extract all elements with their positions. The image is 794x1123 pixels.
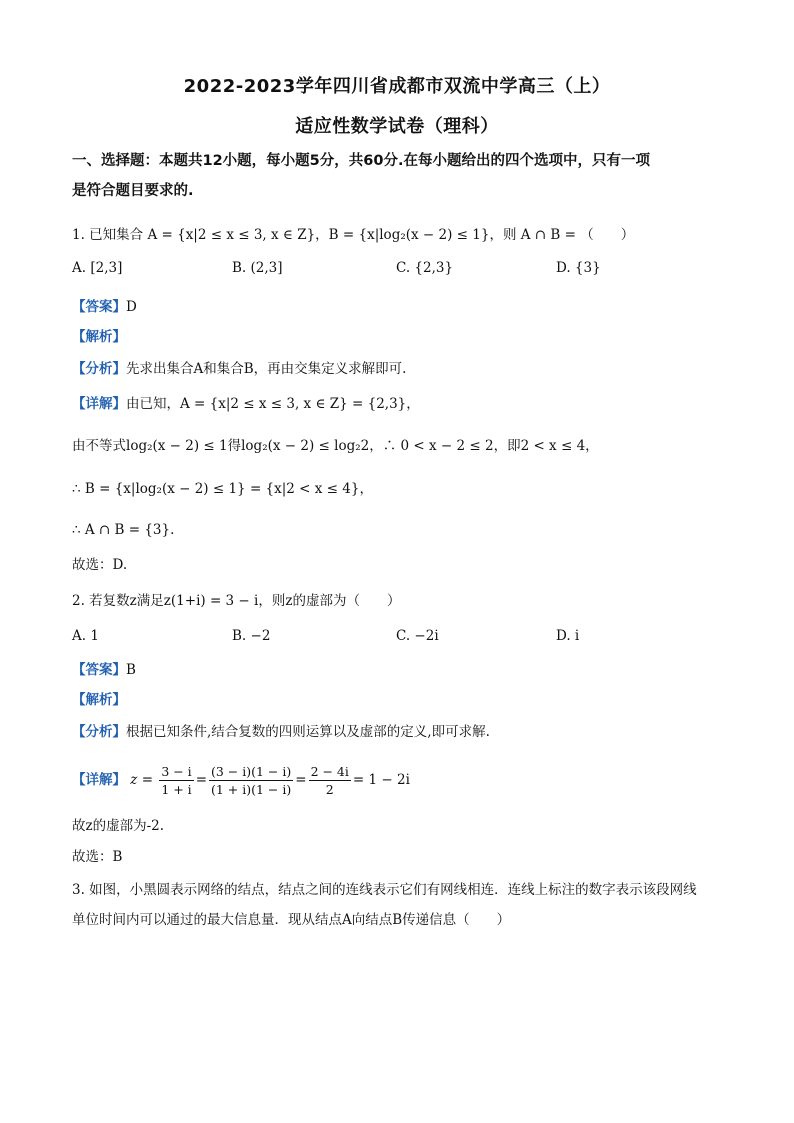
document-title-line1: 2022-2023学年四川省成都市双流中学高三（上）: [183, 76, 611, 97]
q2-fraction-3-numerator: 2 − 4i: [310, 764, 349, 779]
q2-answer: [72, 661, 734, 679]
q1-option-b: B. (2,3]: [232, 260, 283, 276]
q2-fraction-2: [209, 763, 293, 798]
q2-conclusion: 故z的虚部为-2.: [72, 818, 165, 834]
q2-fenxi-text: 根据已知条件,结合复数的四则运算以及虚部的定义,即可求解.: [126, 724, 490, 740]
q1-detail-4: ∴ A ∩ B = {3}.: [72, 522, 175, 538]
q2-fenxi-tag: 【分析】: [72, 724, 126, 740]
q2-fraction-1-denominator: 1 + i: [161, 782, 192, 797]
q2-detail: 【详解】 z = $\frac{3 - i}{1 + i}$ = $\frac{(3 - i)(1 - i)}{(1 + i)(1 - i)}$ = $\frac{2 - 4i}{2}$ = 1 − 2i: [72, 764, 410, 797]
q2-fraction-3: [309, 763, 351, 798]
q2-option-b: B. −2: [232, 628, 271, 644]
q1-choose: 故选：D.: [72, 557, 128, 573]
q1-option-a: A. [2,3]: [72, 260, 123, 276]
q1-fenxi-tag: 【分析】: [72, 361, 126, 377]
q2-fraction-2-denominator: (1 + i)(1 − i): [211, 782, 292, 797]
q1-detail-2: 由不等式log₂(x − 2) ≤ 1得log₂(x − 2) ≤ log₂2，∴ 0 < x − 2 ≤ 2，即2 < x ≤ 4，: [72, 438, 599, 454]
q3-stem-line1: 3. 如图，小黑圆表示网络的结点，结点之间的连线表示它们有网线相连．连线上标注的数字表示该段网线: [72, 882, 697, 898]
q1-detail-1-text: 由已知，A = {x|2 ≤ x ≤ 3, x ∈ Z} = {2,3}，: [126, 396, 420, 412]
q2-answer-tag: 【答案】: [72, 662, 126, 678]
q2-stem: 2. 若复数z满足z(1+i) = 3 − i，则z的虚部为（ ）: [72, 593, 401, 609]
q2-fraction-1-numerator: 3 − i: [161, 764, 192, 779]
q2-option-a: A. 1: [72, 628, 99, 644]
q2-fraction-1: [159, 763, 193, 798]
q1-answer-tag: 【答案】: [72, 299, 126, 315]
q1-option-c: C. {2,3}: [396, 260, 454, 276]
document-title-line2: 适应性数学试卷（理科）: [295, 116, 499, 137]
q1-answer-value: D: [126, 299, 137, 315]
q1-analysis: [72, 328, 734, 346]
q2-fraction-3-denominator: 2: [325, 782, 334, 797]
section-heading-line2: 是符合题目要求的.: [72, 183, 194, 199]
q1-detail-3: ∴ B = {x|log₂(x − 2) ≤ 1} = {x|2 < x ≤ 4}，: [72, 481, 373, 497]
q2-detail-lhs: z =: [130, 772, 154, 788]
q2-analysis-tag: 【解析】: [72, 692, 126, 708]
q2-answer-value: B: [126, 662, 136, 678]
q1-fenxi: [72, 360, 734, 378]
q1-analysis-tag: 【解析】: [72, 329, 126, 345]
q2-fraction-2-numerator: (3 − i)(1 − i): [211, 764, 292, 779]
q1-option-d: D. {3}: [556, 260, 601, 276]
q2-option-d: D. i: [556, 628, 580, 644]
q1-answer: [72, 298, 734, 316]
q3-stem-line2: 单位时间内可以通过的最大信息量．现从结点A向结点B传递信息（ ）: [72, 912, 511, 928]
q2-fenxi: [72, 723, 734, 741]
q2-detail-rhs: = 1 − 2i: [352, 772, 410, 788]
q2-option-c: C. −2i: [396, 628, 439, 644]
q1-detail-tag: 【详解】: [72, 396, 126, 412]
q2-analysis: [72, 691, 734, 709]
q1-stem: 1. 已知集合 A = {x|2 ≤ x ≤ 3, x ∈ Z}，B = {x|log₂(x − 2) ≤ 1}，则 A ∩ B = （ ）: [72, 227, 635, 243]
q1-fenxi-text: 先求出集合A和集合B，再由交集定义求解即可.: [126, 361, 407, 377]
q1-detail-1: [72, 395, 734, 413]
q2-choose: 故选：B: [72, 849, 123, 865]
q2-detail-tag: 【详解】: [72, 772, 126, 788]
section-heading-line1: 一、选择题：本题共12小题，每小题5分，共60分.在每小题给出的四个选项中，只有一项: [72, 153, 650, 169]
